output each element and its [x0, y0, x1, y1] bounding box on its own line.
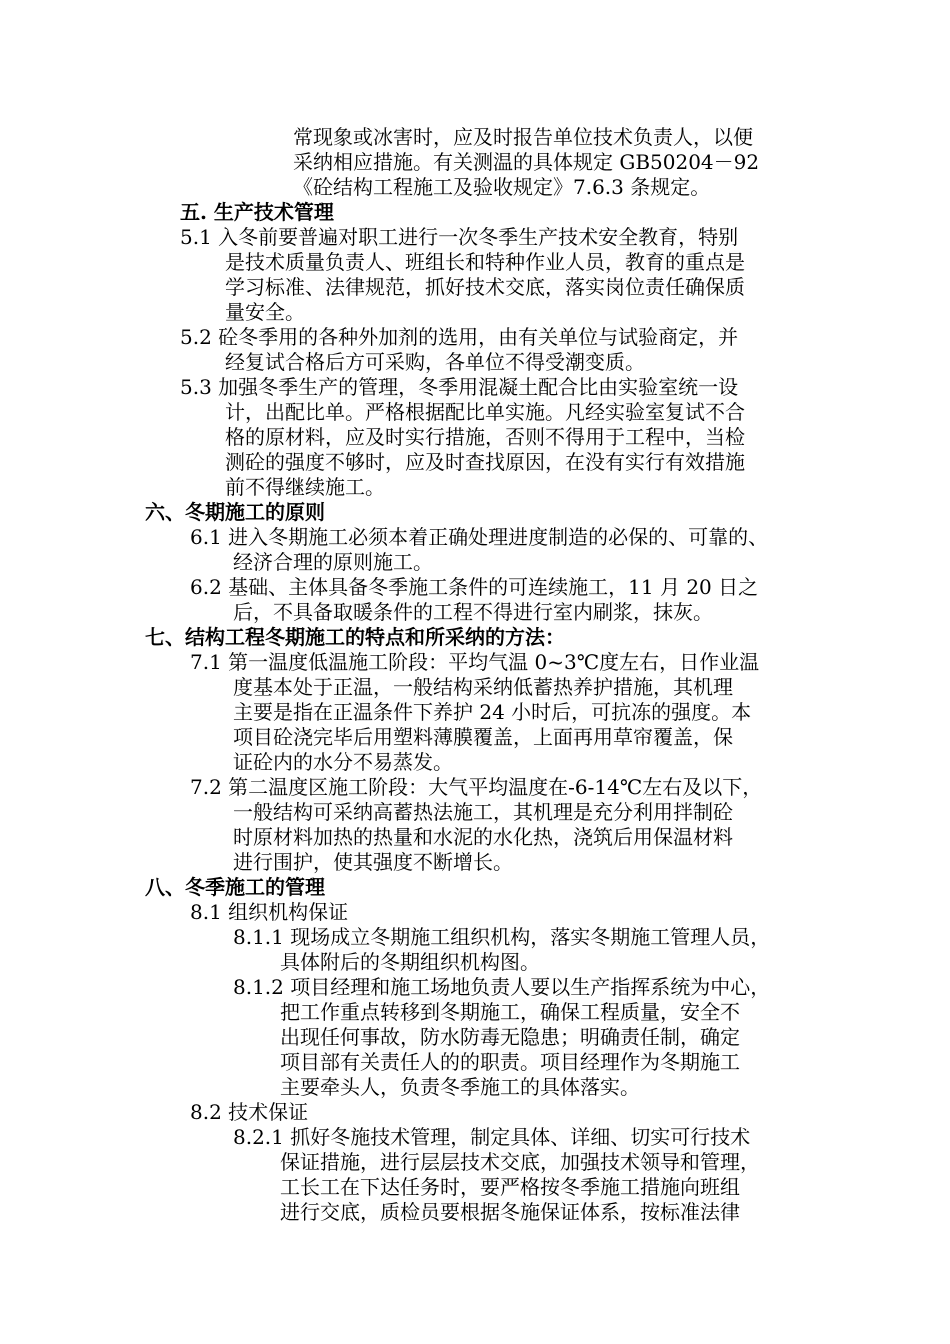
- section-heading-5: 五. 生产技术管理: [180, 200, 334, 224]
- text-line: 格的原材料，应及时实行措施，否则不得用于工程中，当检: [225, 425, 745, 449]
- text-line: 是技术质量负责人、班组长和特种作业人员，教育的重点是: [225, 250, 745, 274]
- text-line: 8.1.1 现场成立冬期施工组织机构，落实冬期施工管理人员，: [233, 925, 771, 949]
- text-line: 计，出配比单。严格根据配比单实施。凡经实验室复试不合: [225, 400, 745, 424]
- text-line: 5.1 入冬前要普遍对职工进行一次冬季生产技术安全教育，特别: [180, 225, 739, 249]
- text-line: 项目部有关责任人的的职责。项目经理作为冬期施工: [280, 1050, 740, 1074]
- text-line: 后，不具备取暖条件的工程不得进行室内刷浆，抹灰。: [233, 600, 713, 624]
- text-line: 主要是指在正温条件下养护 24 小时后，可抗冻的强度。本: [233, 700, 752, 724]
- text-line: 7.2 第二温度区施工阶段：大气平均温度在-6-14℃左右及以下，: [190, 775, 763, 799]
- text-line: 保证措施，进行层层技术交底，加强技术领导和管理，: [280, 1150, 760, 1174]
- section-heading-7: 七、结构工程冬期施工的特点和所采纳的方法：: [145, 625, 565, 649]
- subsection-heading: 8.2 技术保证: [190, 1100, 309, 1124]
- text-line: 8.1.2 项目经理和施工场地负责人要以生产指挥系统为中心，: [233, 975, 771, 999]
- text-line: 经复试合格后方可采购，各单位不得受潮变质。: [225, 350, 645, 374]
- text-line: 7.1 第一温度低温施工阶段：平均气温 0~3℃度左右，日作业温: [190, 650, 760, 674]
- section-heading-6: 六、冬期施工的原则: [145, 500, 325, 524]
- text-line: 5.3 加强冬季生产的管理，冬季用混凝土配合比由实验室统一设: [180, 375, 739, 399]
- text-line: 度基本处于正温，一般结构采纳低蓄热养护措施，其机理: [233, 675, 733, 699]
- text-line: 进行围护，使其强度不断增长。: [233, 850, 513, 874]
- text-line: 出现任何事故，防水防毒无隐患；明确责任制，确定: [280, 1025, 740, 1049]
- text-line: 测砼的强度不够时，应及时查找原因，在没有实行有效措施: [225, 450, 745, 474]
- text-line: 6.1 进入冬期施工必须本着正确处理进度制造的必保的、可靠的、: [190, 525, 769, 549]
- text-line: 工长工在下达任务时，要严格按冬季施工措施向班组: [280, 1175, 740, 1199]
- text-line: 6.2 基础、主体具备冬季施工条件的可连续施工，11 月 20 日之: [190, 575, 759, 599]
- text-line: 5.2 砼冬季用的各种外加剂的选用，由有关单位与试验商定，并: [180, 325, 739, 349]
- text-line: 前不得继续施工。: [225, 475, 385, 499]
- text-line: 主要牵头人，负责冬季施工的具体落实。: [280, 1075, 640, 1099]
- text-line: 证砼内的水分不易蒸发。: [233, 750, 453, 774]
- text-line: 时原材料加热的热量和水泥的水化热，浇筑后用保温材料: [233, 825, 733, 849]
- subsection-heading: 8.1 组织机构保证: [190, 900, 349, 924]
- text-line: 《砼结构工程施工及验收规定》7.6.3 条规定。: [293, 175, 711, 199]
- text-line: 经济合理的原则施工。: [233, 550, 433, 574]
- text-line: 采纳相应措施。有关测温的具体规定 GB50204－92: [293, 150, 760, 174]
- text-line: 把工作重点转移到冬期施工，确保工程质量，安全不: [280, 1000, 740, 1024]
- text-line: 项目砼浇完毕后用塑料薄膜覆盖，上面再用草帘覆盖，保: [233, 725, 733, 749]
- text-line: 8.2.1 抓好冬施技术管理，制定具体、详细、切实可行技术: [233, 1125, 751, 1149]
- text-line: 一般结构可采纳高蓄热法施工，其机理是充分利用拌制砼: [233, 800, 733, 824]
- text-line: 量安全。: [225, 300, 305, 324]
- text-line: 具体附后的冬期组织机构图。: [280, 950, 540, 974]
- text-line: 学习标准、法律规范，抓好技术交底，落实岗位责任确保质: [225, 275, 745, 299]
- text-line: 常现象或冰害时，应及时报告单位技术负责人，以便: [293, 125, 753, 149]
- text-line: 进行交底，质检员要根据冬施保证体系，按标准法律: [280, 1200, 740, 1224]
- section-heading-8: 八、冬季施工的管理: [145, 875, 325, 899]
